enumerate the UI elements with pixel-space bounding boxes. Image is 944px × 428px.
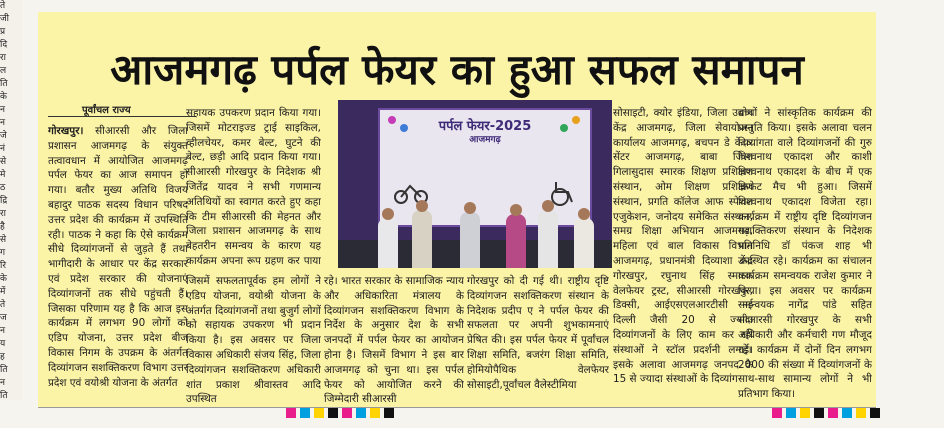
strip-fragment: ह bbox=[0, 352, 5, 362]
column-3-text: रहे। भारत सरकार के सामाजिक न्याय और अधिकारिता मंत्रालय के दिव्यांगजन सशक्तिकरण विभाग के निर्देश के अनुसार देश के सभी जनपदों में पर्पल फेयर का आयोजन होना है। जिसमें विभाग ने इस बार आजमगढ़ को चुना था। इस पर्पल फेयर को आयोजित करने की जिम्मेदारी सीआरसी bbox=[324, 275, 464, 406]
register-mark bbox=[842, 408, 852, 418]
balloon-icon bbox=[388, 116, 396, 124]
register-mark bbox=[370, 408, 380, 418]
byline-rule bbox=[48, 116, 196, 117]
strip-fragment: य bbox=[0, 339, 6, 349]
register-mark bbox=[314, 408, 324, 418]
register-mark bbox=[328, 408, 338, 418]
article-column-3 bbox=[324, 274, 464, 406]
person-figure bbox=[538, 210, 558, 268]
article-column-4 bbox=[467, 274, 609, 406]
article-column-6 bbox=[738, 106, 872, 406]
person-figure bbox=[460, 212, 480, 268]
column-1-text: सीआरसी और जिला प्रशासन आजमगढ़ के संयुक्त तत्वावधान में आयोजित आजमगढ़ पर्पल फेयर का आज समापन हो गया। बतौर मुख्य अतिथि विजय बहादुर पाठक सदस्य विधान परिषद उत्तर प्रदेश की कार्यक्रम में उपस्थिति रही। पाठक ने कहा कि ऐसे कार्यक्रम सीधे दिव्यांगजनों से जुड़ते हैं तथा भागीदारी के आधार पर केंद्र सरकार एवं प्रदेश सरकार की योजनाएं दिव्यांगजनों तक सीधे पहुंचती हैं। जिसका परिणाम यह है कि आज इस कार्यक्रम में लगभग 90 लोगों को एडिप योजना, उत्तर प्रदेश बीज विकास निगम के उपक्रम के अंतर्गत दिव्यांगजन सशक्तिकरण विभाग उत्तर प्रदेश एवं वयोश्री योजना के अंतर्गत bbox=[48, 125, 188, 389]
register-mark bbox=[814, 408, 824, 418]
column-4-text: गोरखपुर को दी गई थी। राष्ट्रीय दृष्टि दिव्यांगजन सशक्तिकरण संस्थान के निदेशक प्रदीप ए ने पर्पल फेयर की सफलता पर अपनी शुभकामनाएं प्रेषित की। इस पर्पल फेयर में पूर्वांचल शिक्षा समिति, बजरंग शिक्षा समिति, होमियोपैथिक वेलफेयर सोसाइटी,पूर्वांचल वैलेस्टीमिया bbox=[467, 275, 609, 391]
column-5-text: सोसाइटी, क्योर इंडिया, जिला उद्योग केंद्र आजमगढ़, जिला सेवायोजन कार्यालय आजमगढ़, बचपन डे केयर सेंटर आजमगढ़, बाबा जिला गिलासुदास स्मारक शिक्षण प्रशिक्षण संस्थान, ओम शिक्षण प्रशिक्षण संस्थान, प्रगति कॉलेज आफ स्पेशल एजुकेशन, जनोदय समेकित संस्थान, समग्र शिक्षा अभियान आजमगढ़, महिला एवं बाल विकास विभाग आजमगढ़, प्रधानमंत्री दिव्याशा केंद्र गोरखपुर, रघुनाथ सिंह स्मारक वेलफेयर ट्रस्ट, सीआरसी गोरखपुर, डिक्सी, आईएसएलआरटीसी नई दिल्ली जैसी 20 से ज्यादा दिव्यांगजनों के लिए काम कर रही संस्थाओं ने स्टॉल प्रदर्शनी लगाई। इसके अलावा आजमगढ़ जनपद के 15 से ज्यादा संस्थाओं के दिव्यांग bbox=[613, 107, 753, 386]
column-6-text: बच्चों ने सांस्कृतिक कार्यक्रम की प्रस्तुति किया। इसके अलावा चलन दिव्यांगता वाले दिव्यांगजनों की गुरु विश्वनाथ एकादश और काशी विश्वनाथ एकादश के बीच में एक क्रिकेट मैच भी हुआ। जिसमें विश्वनाथ एकादश विजेता रहा। कार्यक्रम में राष्ट्रीय दृष्टि दिव्यांगजन सशक्तिकरण संस्थान के निदेशक प्रतिनिधि डॉ पंकज शाह भी उपस्थित रहे। कार्यक्रम का संचालन कार्यक्रम समन्वयक राजेश कुमार ने किया। इस अवसर पर कार्यक्रम समन्वयक नागेंद्र पांडे सहित सीआरसी गोरखपुर के सभी अधिकारी और कर्मचारी गण मौजूद रहे। कार्यक्रम में दोनों दिन लगभग 2000 की संख्या में दिव्यांगजनों के साथ-साथ सामान्य लोगों ने भी प्रतिभाग किया। bbox=[738, 107, 872, 401]
strip-fragment: रा bbox=[0, 53, 7, 63]
strip-fragment: में bbox=[0, 287, 6, 297]
strip-fragment: न bbox=[0, 118, 5, 128]
strip-fragment: ति bbox=[0, 391, 8, 400]
article-column-2 bbox=[186, 106, 321, 268]
strip-fragment: न bbox=[0, 378, 5, 388]
article-column-1 bbox=[48, 124, 188, 406]
event-banner bbox=[378, 108, 592, 227]
article-column-2-continued bbox=[186, 274, 321, 406]
strip-fragment: रा bbox=[0, 209, 7, 219]
balloon-icon bbox=[400, 124, 408, 132]
headline: आजमगढ़ पर्पल फेयर का हुआ सफल समापन bbox=[110, 45, 804, 94]
banner-subtitle: आजमगढ़ bbox=[469, 135, 501, 145]
strip-fragment: ति bbox=[0, 365, 8, 375]
strip-fragment: द्रि bbox=[0, 196, 8, 206]
register-mark bbox=[800, 408, 810, 418]
register-mark bbox=[286, 408, 296, 418]
register-mark bbox=[828, 408, 838, 418]
strip-fragment: ज bbox=[0, 313, 7, 323]
register-mark bbox=[856, 408, 866, 418]
register-mark bbox=[300, 408, 310, 418]
strip-fragment: प्र bbox=[0, 27, 6, 37]
balloon-icon bbox=[560, 124, 568, 132]
strip-fragment: रि bbox=[0, 261, 7, 271]
event-photo bbox=[338, 100, 612, 268]
register-mark bbox=[356, 408, 366, 418]
register-mark bbox=[342, 408, 352, 418]
strip-fragment: के bbox=[0, 92, 7, 102]
strip-fragment: से bbox=[0, 235, 7, 245]
byline: पूर्वांचल राज्य bbox=[82, 105, 131, 116]
strip-fragment: दि bbox=[0, 40, 8, 50]
strip-fragment: ते bbox=[0, 1, 6, 11]
article-column-5 bbox=[613, 106, 753, 406]
register-marks-right bbox=[772, 408, 880, 418]
strip-fragment: जी bbox=[0, 14, 10, 24]
adjacent-column-strip bbox=[0, 0, 22, 400]
column-2-text: सहायक उपकरण प्रदान किया गया। जिसमें मोटराइज्ड ट्राई साइकिल, व्हीलचेयर, कमर बेल्ट, घुटने की बेल्ट, छड़ी आदि प्रदान किया गया। सीआरसी गोरखपुर के निदेशक श्री जितेंद्र यादव ने सभी गणमान्य अतिथियों का स्वागत करते हुए कहा कि टीम सीआरसी की मेहनत और जिला प्रशासन आजमगढ़ के साथ बेहतरीन समन्वय के कारण यह कार्यक्रम अपना रूप ग्रहण कर पाया bbox=[186, 107, 321, 267]
strip-fragment: ल bbox=[0, 66, 7, 76]
strip-fragment: न bbox=[0, 326, 5, 336]
person-figure bbox=[378, 218, 398, 268]
strip-fragment: से bbox=[0, 157, 7, 167]
register-mark bbox=[772, 408, 782, 418]
register-mark bbox=[384, 408, 394, 418]
strip-fragment: ति bbox=[0, 79, 8, 89]
strip-fragment: है bbox=[0, 222, 5, 232]
register-marks-left bbox=[286, 408, 394, 418]
strip-fragment: मे bbox=[0, 170, 6, 180]
balloon-icon bbox=[572, 116, 580, 124]
dateline: गोरखपुर। bbox=[48, 125, 84, 137]
strip-fragment: ठ bbox=[0, 183, 6, 193]
person-figure bbox=[412, 210, 432, 268]
strip-fragment: ग bbox=[0, 248, 6, 258]
strip-fragment: ते bbox=[0, 300, 6, 310]
strip-fragment: के bbox=[0, 274, 7, 284]
person-figure bbox=[506, 214, 526, 268]
strip-fragment: नं bbox=[0, 144, 5, 154]
person-figure bbox=[574, 218, 594, 268]
newspaper-clipping bbox=[38, 12, 876, 407]
register-mark bbox=[870, 408, 880, 418]
clipping-bottom-rule bbox=[38, 407, 876, 408]
strip-fragment: न bbox=[0, 105, 5, 115]
register-mark bbox=[786, 408, 796, 418]
strip-fragment: जे bbox=[0, 131, 7, 141]
banner-title: पर्पल फेयर-2025 bbox=[438, 119, 532, 134]
column-2b-text: जिसमें सफलतापूर्वक हम लोगों ने एडिप योजना, वयोश्री योजना के अंतर्गत दिव्यांगजनों तथा बुजुर्ग लोगों को सहायक उपकरण भी प्रदान किया है। इस अवसर पर जिला विकास अधिकारी संजय सिंह, जिला दिव्यांगजन सशक्तिकरण अधिकारी शांत प्रकाश श्रीवास्तव आदि उपस्थित bbox=[186, 275, 321, 406]
